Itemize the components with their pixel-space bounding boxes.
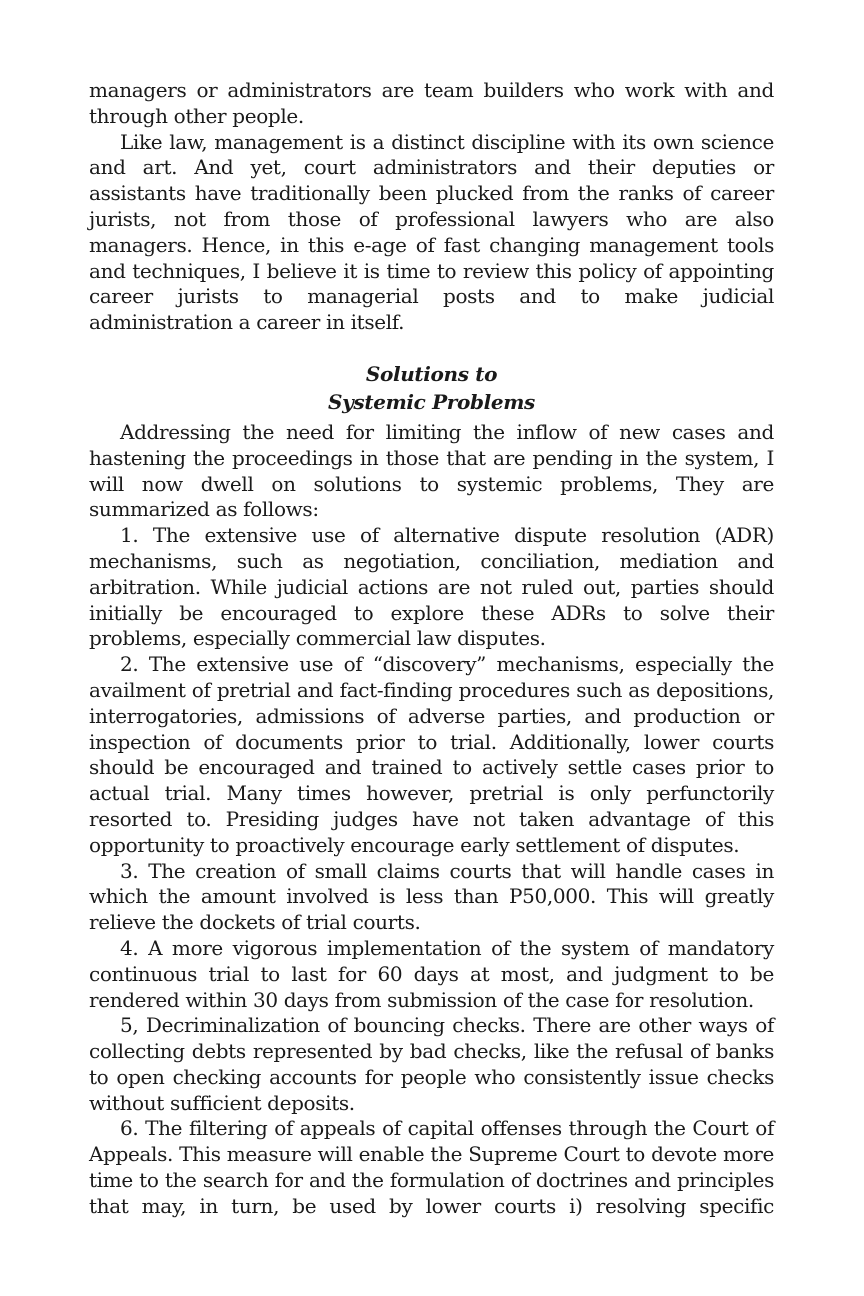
paragraph-continuation: managers or administrators are team builders who work with and through other people.	[89, 78, 774, 128]
list-item-6: 6. The filtering of appeals of capital offenses through the Court of Appeals. This measure will enable the Supreme Court to devote more time to the search for and the formulation of doctrines and principles that may, in turn, be used by lower courts i) resolving specific	[89, 1116, 774, 1218]
section-heading	[89, 360, 774, 416]
paragraph-management: Like law, management is a distinct discipline with its own science and art. And yet, court administrators and their deputies or assistants have traditionally been plucked from the ranks of career jurists, not from those of professional lawyers who are also managers. Hence, in this e-age of fast changing management tools and techniques, I believe it is time to review this policy of appointing career jurists to managerial posts and to make judicial administration a career in itself.	[89, 129, 774, 335]
list-item-4: 4. A more vigorous implementation of the system of mandatory continuous trial to last for 60 days at most, and judgment to be rendered within 30 days from submission of the case for resolution.	[89, 935, 774, 1012]
list-item-2: 2. The extensive use of “discovery” mechanisms, especially the availment of pretrial and fact-finding procedures such as depositions, interrogatories, admissions of adverse parties, and production or inspection of documents prior to trial. Additionally, lower courts should be encouraged and trained to actively settle cases prior to actual trial. Many times however, pretrial is only perfunctorily resorted to. Presiding judges have not taken advantage of this opportunity to proactively encourage early settlement of disputes.	[89, 652, 774, 857]
list-item-1: 1. The extensive use of alternative dispute resolution (ADR) mechanisms, such as negotiation, conciliation, mediation and arbitration. While judicial actions are not ruled out, parties should initially be encouraged to explore these ADRs to solve their problems, especially commercial law disputes.	[89, 523, 774, 651]
document-page	[89, 78, 774, 1220]
section-heading-line-1: Solutions to	[365, 361, 498, 386]
list-item-5: 5, Decriminalization of bouncing checks. There are other ways of collecting debts represented by bad checks, like the refusal of banks to open checking accounts for people who consistently issue checks without sufficient deposits.	[89, 1013, 774, 1115]
section-heading-line-2: Systemic Problems	[328, 389, 535, 414]
list-item-3: 3. The creation of small claims courts that will handle cases in which the amount involved is less than P50,000. This will greatly relieve the dockets of trial courts.	[89, 858, 774, 935]
paragraph-intro: Addressing the need for limiting the inflow of new cases and hastening the proceedings in those that are pending in the system, I will now dwell on solutions to systemic problems, They are summarized as follows:	[89, 419, 774, 522]
